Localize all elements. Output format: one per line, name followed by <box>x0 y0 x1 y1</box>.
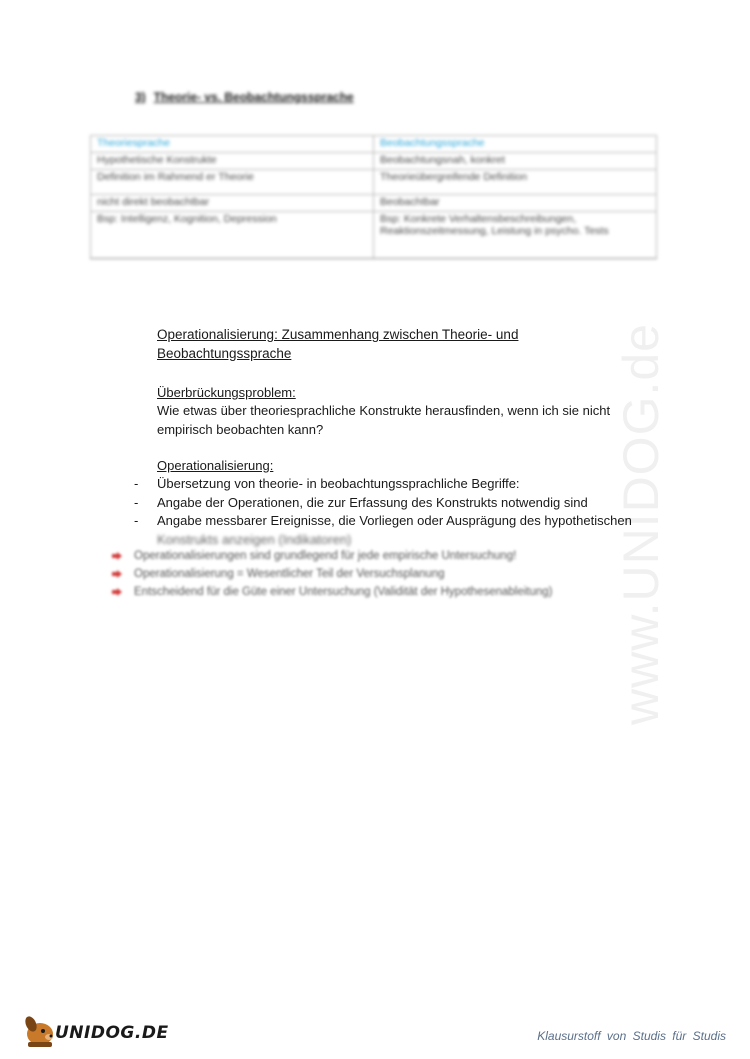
table-row <box>91 170 657 195</box>
comparison-table <box>90 135 657 259</box>
list-item <box>112 583 553 601</box>
arrow-item-text: Entscheidend für die Güte einer Untersuchung (Validität der Hypothesenableitung) <box>134 586 553 598</box>
list-item <box>130 512 650 549</box>
operationalisierung-title <box>157 326 637 363</box>
title-line-1: Operationalisierung: Zusammenhang zwischen Theorie- und <box>157 327 519 342</box>
footer-slogan: Klausurstoff von Studis für Studis <box>537 1029 726 1043</box>
table-cell: Beobachtungsnah, konkret <box>374 153 657 170</box>
dash-bullet: - <box>134 476 139 491</box>
list-item <box>130 475 650 494</box>
list-item-text: Angabe der Operationen, die zur Erfassung des Konstrukts notwendig sind <box>157 494 588 510</box>
problem-line-2: empirisch beobachten kann? <box>157 421 324 437</box>
table-cell: Hypothetische Konstrukte <box>91 153 374 170</box>
red-arrow-bullet-icon <box>112 588 122 596</box>
operationalisierung-subtitle: Operationalisierung: <box>157 458 274 473</box>
arrow-list <box>112 547 553 601</box>
list-item-text: Angabe messbarer Ereignisse, die Vorliegen oder Ausprägung des hypothetischen <box>157 513 632 528</box>
red-arrow-bullet-icon <box>112 570 122 578</box>
red-arrow-bullet-icon <box>112 552 122 560</box>
table-cell: Definition im Rahmend er Theorie <box>91 170 374 195</box>
table-cell: Bsp: Intelligenz, Kognition, Depression <box>91 212 374 259</box>
table-cell: Theorieübergreifende Definition <box>374 170 657 195</box>
problem-title: Überbrückungsproblem: <box>157 385 296 400</box>
table-cell: Bsp: Konkrete Verhaltensbeschreibungen, Reaktionszeitmessung, Leistung in psycho. Tests <box>374 212 657 259</box>
list-item-continuation: Konstrukts anzeigen (Indikatoren) <box>157 531 352 547</box>
table-row <box>91 195 657 212</box>
list-item <box>130 494 650 513</box>
table-header-row <box>91 136 657 153</box>
logo-text: UNIDOG.DE <box>55 1023 169 1043</box>
problem-text <box>157 402 637 439</box>
table-row <box>91 153 657 170</box>
problem-line-1: Wie etwas über theoriesprachliche Konstrukte herausfinden, wenn ich sie nicht <box>157 403 611 418</box>
table-row <box>91 212 657 259</box>
list-item-text: Übersetzung von theorie- in beobachtungssprachliche Begriffe: <box>157 476 520 491</box>
dash-bullet: - <box>134 494 139 510</box>
watermark: www.UNIDOG.de <box>613 323 669 725</box>
list-item <box>112 565 553 583</box>
section-number: 3) <box>135 90 146 104</box>
dash-bullet: - <box>134 513 139 528</box>
definition-list <box>130 475 650 549</box>
section-heading <box>135 90 354 104</box>
section-title: Theorie- vs. Beobachtungssprache <box>153 90 354 104</box>
table-header-cell: Beobachtungssprache <box>374 136 657 153</box>
title-line-2: Beobachtungssprache <box>157 345 292 361</box>
list-item <box>112 547 553 565</box>
table-header-cell: Theoriesprache <box>91 136 374 153</box>
arrow-item-text: Operationalisierung = Wesentlicher Teil der Versuchsplanung <box>134 568 445 580</box>
table-cell: nicht direkt beobachtbar <box>91 195 374 212</box>
table-cell: Beobachtbar <box>374 195 657 212</box>
arrow-item-text: Operationalisierungen sind grundlegend für jede empirische Untersuchung! <box>134 550 517 562</box>
